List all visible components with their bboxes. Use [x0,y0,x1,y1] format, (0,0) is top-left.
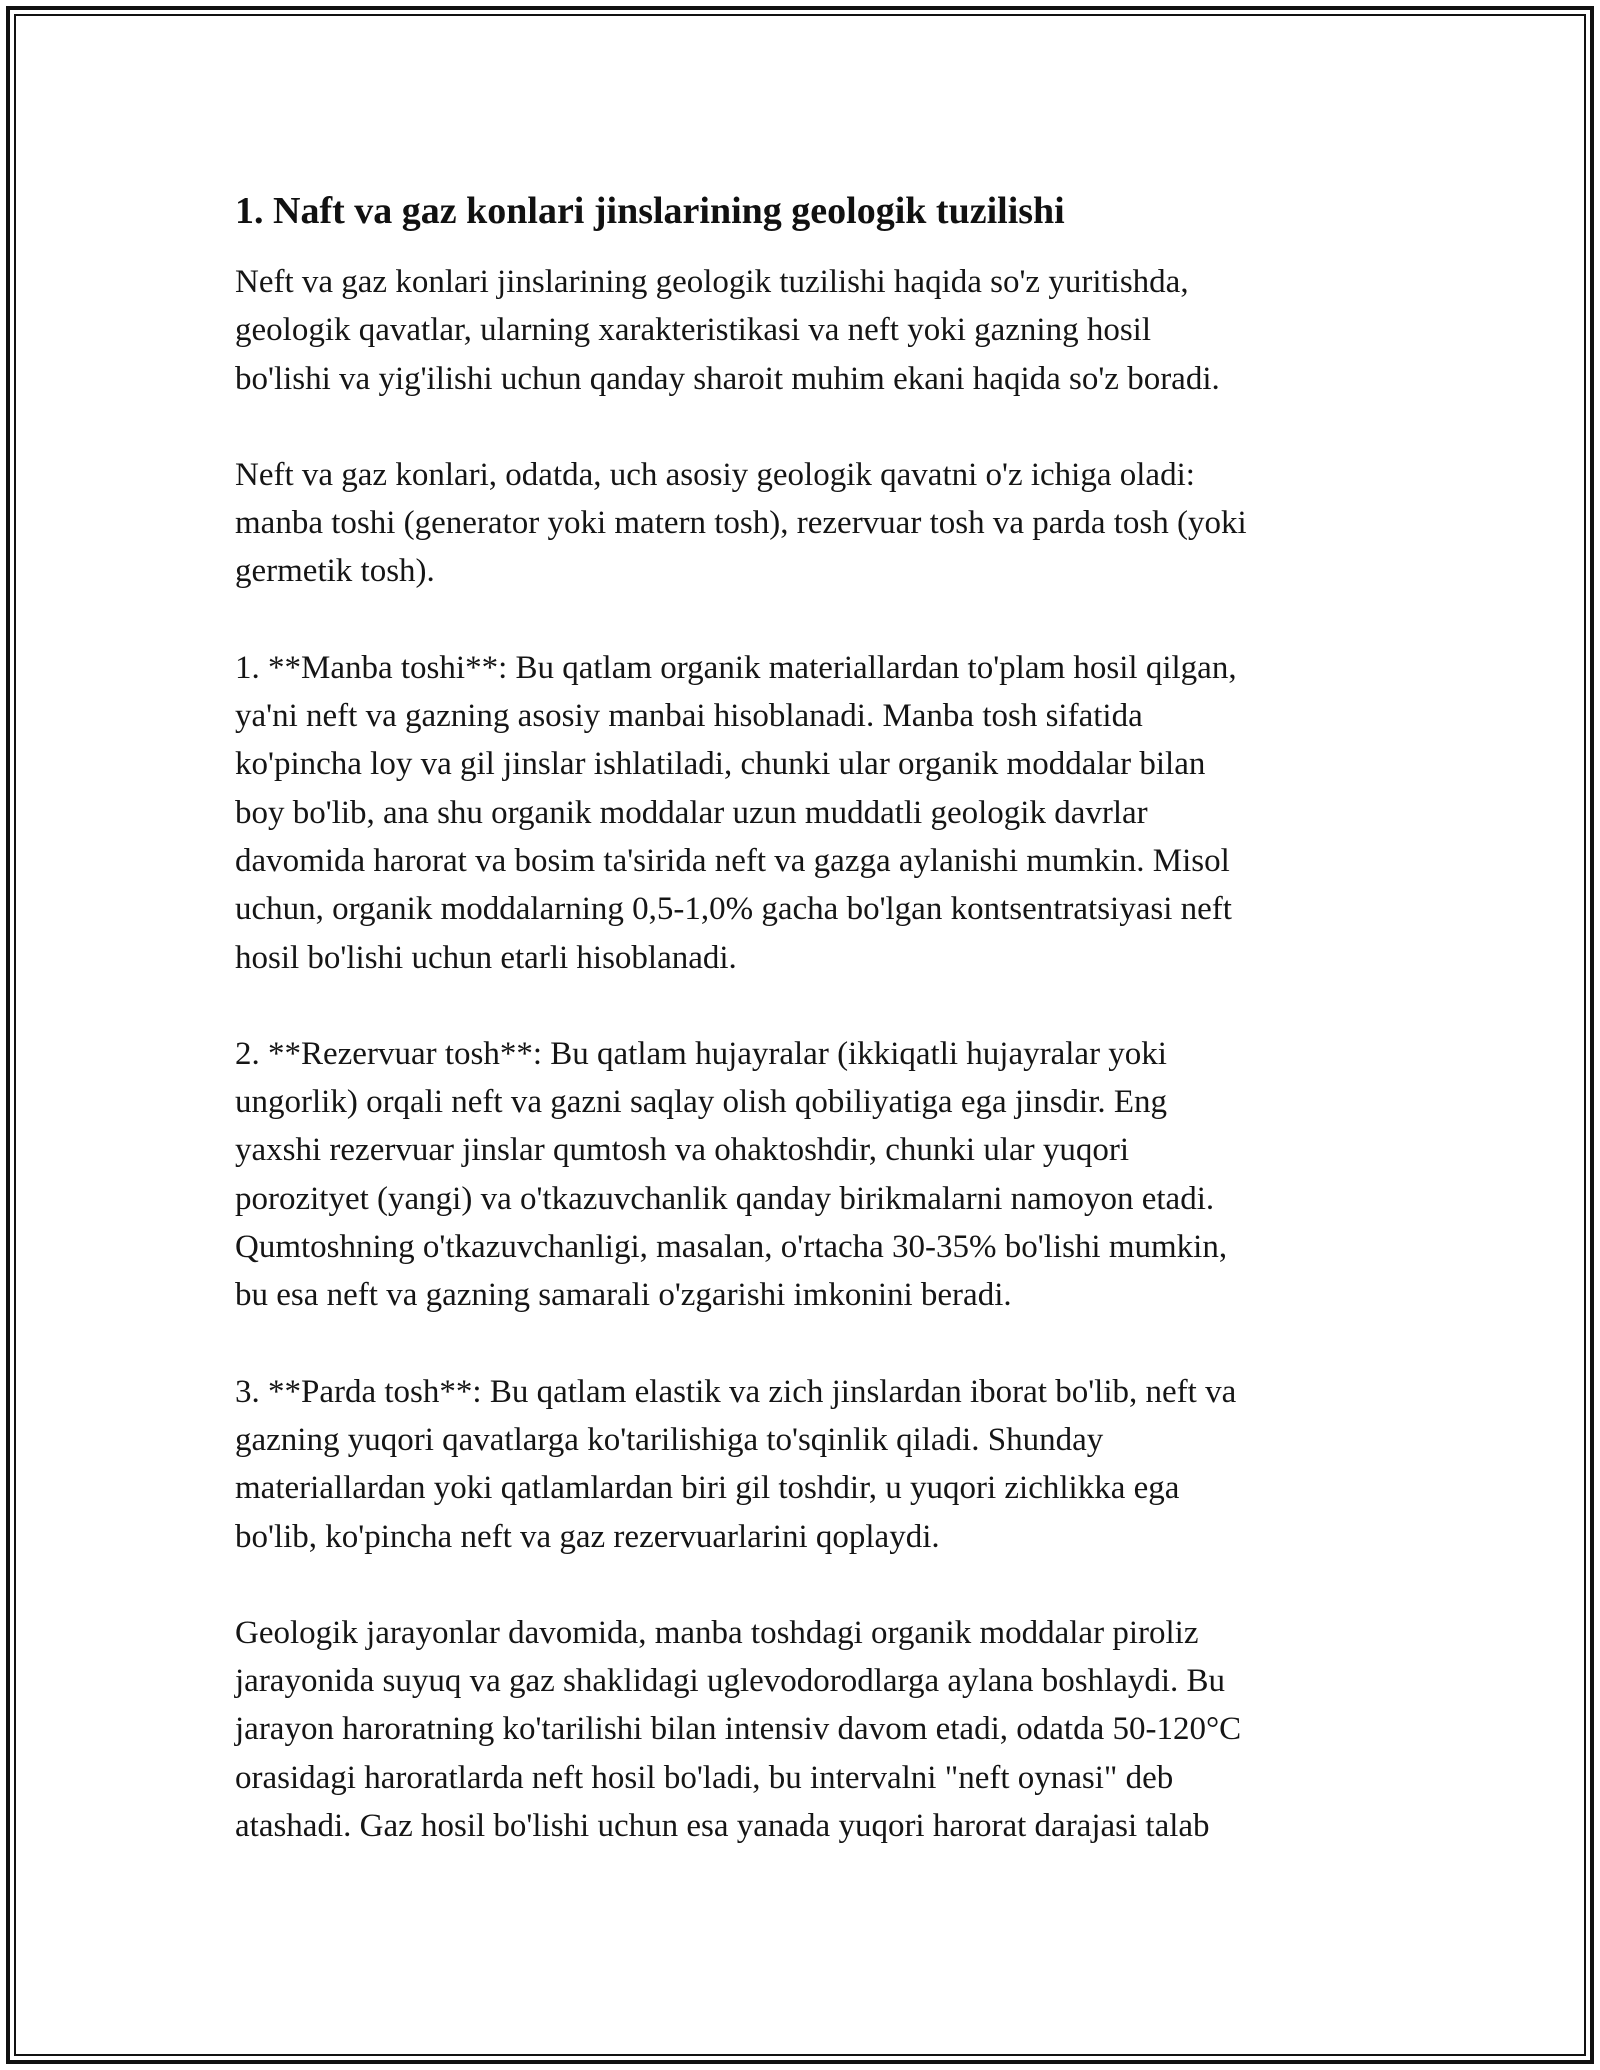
paragraph-reservoir-rock: 2. **Rezervuar tosh**: Bu qatlam hujayralar (ikkiqatli hujayralar yoki ungorlik) orqali neft va gazni saqlay olish qobiliyatiga ega jinsdir. Eng yaxshi rezervuar jinslar qumtosh va ohaktoshdir, chunki ular yuqori porozityet (yangi) va o'tkazuvchanlik qanday birikmalarni namoyon etadi. Qumtoshning o'tkazuvchanligi, masalan, o'rtacha 30-35% bo'lishi mumkin, bu esa neft va gazning samarali o'zgarishi imkonini beradi. [235,1035,1228,1314]
paragraph-layers-overview: Neft va gaz konlari, odatda, uch asosiy geologik qavatni o'z ichiga oladi: manba toshi (generator yoki matern tosh), rezervuar tosh va parda tosh (yoki germetik tosh). [235,456,1247,590]
document-body [235,186,1385,1898]
section-heading: 1. Naft va gaz konlari jinslarining geologik tuzilishi [235,190,1065,232]
paragraph-source-rock: 1. **Manba toshi**: Bu qatlam organik materiallardan to'plam hosil qilgan, ya'ni neft va gazning asosiy manbai hisoblanadi. Manba tosh sifatida ko'pincha loy va gil jinslar ishlatiladi, chunki ular organik moddalar bilan boy bo'lib, ana shu organik moddalar uzun muddatli geologik davrlar davomida harorat va bosim ta'sirida neft va gazga aylanishi mumkin. Misol uchun, organik moddalarning 0,5-1,0% gacha bo'lgan kontsentratsiyasi neft hosil bo'lishi uchun etarli hisoblanadi. [235,649,1237,976]
paragraph-intro: Neft va gaz konlari jinslarining geologik tuzilishi haqida so'z yuritishda, geologik qavatlar, ularning xarakteristikasi va neft yoki gazning hosil bo'lishi va yig'ilishi uchun qanday sharoit muhim ekani haqida so'z boradi. [235,264,1220,397]
paragraph-seal-rock: 3. **Parda tosh**: Bu qatlam elastik va zich jinslardan iborat bo'lib, neft va gazning yuqori qavatlarga ko'tarilishiga to'sqinlik qiladi. Shunday materiallardan yoki qatlamlardan biri gil toshdir, u yuqori zichlikka ega bo'lib, ko'pincha neft va gaz rezervuarlarini qoplaydi. [235,1373,1237,1555]
paragraph-geologic-processes: Geologik jarayonlar davomida, manba toshdagi organik moddalar piroliz jarayonida suyuq va gaz shaklidagi uglevodorodlarga aylana boshlaydi. Bu jarayon haroratning ko'tarilishi bilan intensiv davom etadi, odatda 50-120°C orasidagi haroratlarda neft hosil bo'ladi, bu intervalni "neft oynasi" deb atashadi. Gaz hosil bo'lishi uchun esa yanada yuqori harorat darajasi talab [235,1614,1242,1845]
